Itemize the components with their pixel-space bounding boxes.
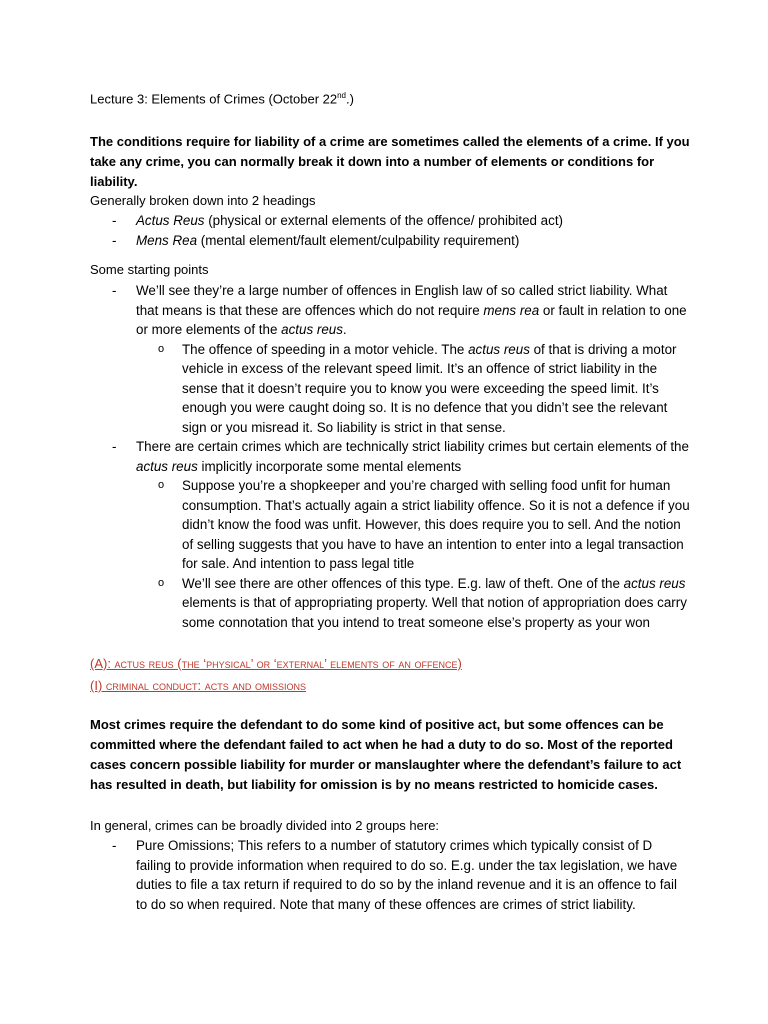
heading-two-groups: In general, crimes can be broadly divided into 2 groups here:	[90, 818, 440, 833]
starting-points-list	[90, 281, 690, 632]
dash-bullet	[112, 836, 116, 856]
list-item: - Pure Omissions; This refers to a number of statutory crimes which typically consist of D failing to provide information when required to do so. E.g. under the tax legislation, we have duties to file a tax return if required to do so by the inland revenue and it is an offence to fail to do so when required. Note that many of these offences are crimes of strict liability.	[90, 836, 690, 914]
heading-some-starting-points: Some starting points	[90, 262, 209, 277]
sub-list-item: o The offence of speeding in a motor vehicle. The actus reus of that is driving a motor vehicle in excess of the relevant speed limit. It’s an offence of strict liability in the sense that it doesn’t require you to know you were exceeding the speed limit. It’s enough you were caught doing so. It is no defence that you didn’t see the relevant sign or you misread it. So liability is strict in that sense.	[90, 340, 690, 438]
omissions-paragraph: Most crimes require the defendant to do some kind of positive act, but some offences can be committed where the defendant failed to act when he had a duty to do so. Most of the reported cases concern possible liability for murder or manslaughter where the defendant’s failure to act has resulted in death, but liability for omission is by no means restricted to homicide cases.	[90, 717, 682, 792]
section-heading-actus-reus: (A): actus reus (the ‘physical’ or ‘external’ elements of an offence)	[90, 656, 462, 671]
intro-paragraph: The conditions require for liability of a crime are sometimes called the elements of a crime. If you take any crime, you can normally break it down into a number of elements or conditions for liability.	[90, 134, 690, 189]
sub-list-item: o Suppose you’re a shopkeeper and you’re charged with selling food unfit for human consumption. That’s actually again a strict liability offence. So it is not a defence if you didn’t know the food was unfit. However, this does require you to sell. And the notion of selling suggests that you have to have an intention to enter into a legal transaction for sale. And intention to pass legal title	[90, 476, 690, 574]
dash-bullet	[112, 211, 116, 231]
two-headings-list	[90, 211, 690, 250]
dash-bullet	[112, 281, 116, 301]
list-item: - We’ll see they’re a large number of offences in English law of so called strict liability. What that means is that these are offences which do not require mens rea or fault in relation to one or more elements of the actus reus.	[90, 281, 690, 340]
section-heading-acts-omissions: (I) criminal conduct: acts and omissions	[90, 678, 306, 693]
circle-bullet	[158, 476, 164, 496]
list-item: - There are certain crimes which are technically strict liability crimes but certain elements of the actus reus implicitly incorporate some mental elements	[90, 437, 690, 476]
heading-generally: Generally broken down into 2 headings	[90, 193, 316, 208]
list-item: - Actus Reus (physical or external elements of the offence/ prohibited act)	[90, 211, 690, 231]
dash-bullet	[112, 231, 116, 251]
circle-bullet	[158, 340, 164, 360]
page-title: Lecture 3: Elements of Crimes (October 22nd.)	[90, 91, 354, 107]
circle-bullet	[158, 574, 164, 594]
dash-bullet	[112, 437, 116, 457]
list-item: - Mens Rea (mental element/fault element/culpability requirement)	[90, 231, 690, 251]
two-groups-list	[90, 836, 690, 914]
sub-list-item: o We’ll see there are other offences of this type. E.g. law of theft. One of the actus reus elements is that of appropriating property. Well that notion of appropriation does carry some connotation that you intend to treat someone else’s property as your won	[90, 574, 690, 633]
